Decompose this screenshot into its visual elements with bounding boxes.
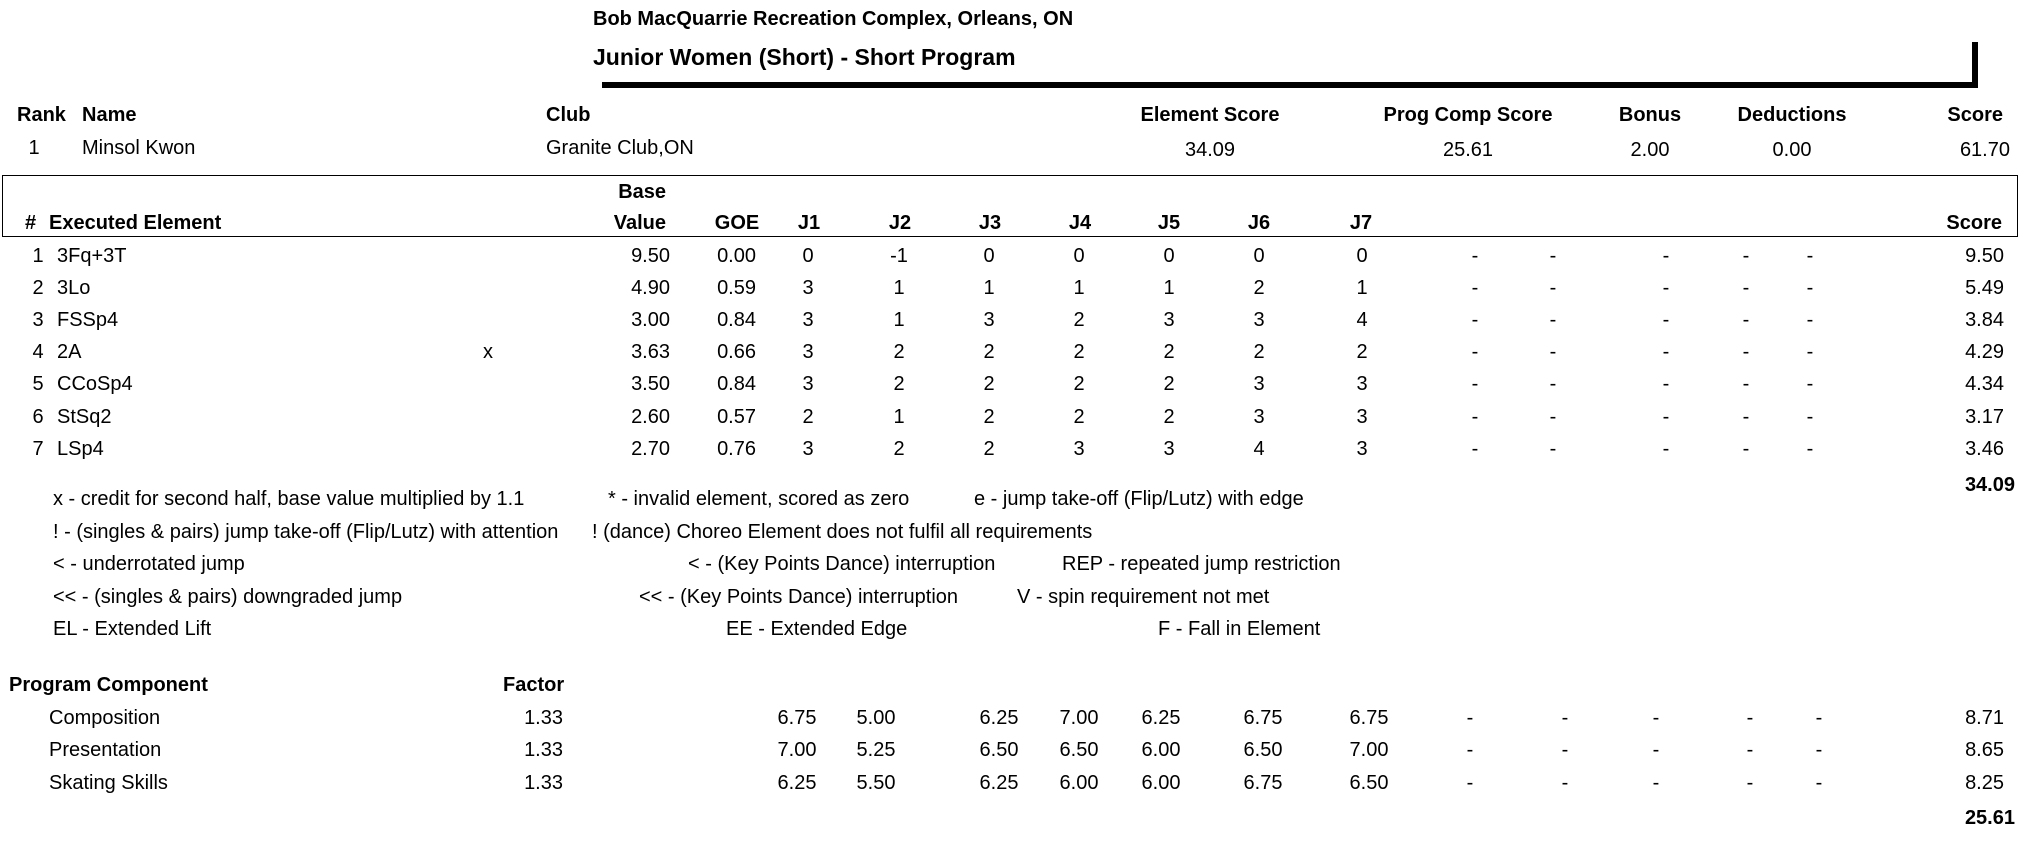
element-j4: 3 — [1073, 438, 1085, 460]
header-underline — [602, 82, 1978, 88]
element-dash: - — [1471, 341, 1479, 363]
skater-name: Minsol Kwon — [82, 137, 196, 159]
legend-el: EL - Extended Lift — [53, 618, 212, 640]
element-dash: - — [1742, 406, 1750, 428]
element-j4: 1 — [1073, 277, 1085, 299]
component-j4: 6.00 — [1059, 772, 1099, 794]
component-name: Skating Skills — [49, 772, 168, 794]
element-score: 4.34 — [1965, 373, 2004, 395]
components-total: 25.61 — [1964, 807, 2015, 829]
component-dash: - — [1466, 739, 1474, 761]
component-j2: 5.25 — [856, 739, 896, 761]
element-name: 3Fq+3T — [57, 245, 127, 267]
component-j7: 6.75 — [1349, 707, 1389, 729]
element-j3: 0 — [983, 245, 995, 267]
element-dash: - — [1471, 438, 1479, 460]
element-name: StSq2 — [57, 406, 112, 428]
element-j5: 3 — [1163, 438, 1175, 460]
component-j1: 7.00 — [777, 739, 817, 761]
element-goe: 0.66 — [717, 341, 756, 363]
category-title: Junior Women (Short) - Short Program — [593, 44, 1016, 70]
component-name: Presentation — [49, 739, 162, 761]
component-dash: - — [1815, 739, 1823, 761]
element-base: 2.70 — [631, 438, 670, 460]
name-header: Name — [82, 104, 137, 126]
element-dash: - — [1662, 245, 1670, 267]
base-header-top: Base — [618, 181, 666, 203]
element-j5: 1 — [1163, 277, 1175, 299]
legend-x: x - credit for second half, base value multiplied by 1.1 — [53, 488, 525, 510]
elements-total: 34.09 — [1964, 474, 2015, 496]
component-dash: - — [1815, 707, 1823, 729]
element-j2: 2 — [893, 341, 905, 363]
component-score: 8.65 — [1965, 739, 2004, 761]
component-j3: 6.25 — [979, 707, 1019, 729]
element-j5: 0 — [1163, 245, 1175, 267]
component-j4: 7.00 — [1059, 707, 1099, 729]
element-j5: 3 — [1163, 309, 1175, 331]
element-j2: 2 — [893, 373, 905, 395]
component-dash: - — [1652, 772, 1660, 794]
legend-downgraded: << - (singles & pairs) downgraded jump — [53, 586, 403, 608]
component-factor: 1.33 — [524, 739, 563, 761]
element-j7: 2 — [1356, 341, 1368, 363]
element-j3: 1 — [983, 277, 995, 299]
element-base: 3.63 — [631, 341, 670, 363]
element-dash: - — [1662, 277, 1670, 299]
legend-rep: REP - repeated jump restriction — [1062, 553, 1341, 575]
element-score: 3.46 — [1965, 438, 2004, 460]
element-base: 3.50 — [631, 373, 670, 395]
component-j4: 6.50 — [1059, 739, 1099, 761]
table-row — [0, 310, 2022, 336]
legend-invalid: * - invalid element, scored as zero — [608, 488, 910, 510]
element-score-header: Element Score — [1140, 104, 1280, 126]
element-j1: 3 — [802, 438, 814, 460]
skater-club: Granite Club,ON — [546, 137, 694, 159]
base-header-bottom: Value — [613, 212, 666, 234]
element-dash: - — [1806, 373, 1814, 395]
element-j6: 4 — [1253, 438, 1265, 460]
element-dash: - — [1806, 277, 1814, 299]
element-dash: - — [1806, 406, 1814, 428]
legend-edge: e - jump take-off (Flip/Lutz) with edge — [974, 488, 1304, 510]
element-dash: - — [1806, 341, 1814, 363]
table-row — [0, 374, 2022, 400]
element-base: 9.50 — [631, 245, 670, 267]
j5-header: J5 — [1157, 212, 1181, 234]
element-dash: - — [1549, 406, 1557, 428]
component-dash: - — [1561, 707, 1569, 729]
element-score: 3.84 — [1965, 309, 2004, 331]
skater-total-score: 61.70 — [1959, 139, 2010, 161]
element-j5: 2 — [1163, 341, 1175, 363]
element-dash: - — [1471, 277, 1479, 299]
element-dash: - — [1549, 277, 1557, 299]
element-base: 4.90 — [631, 277, 670, 299]
element-goe: 0.76 — [717, 438, 756, 460]
element-goe: 0.59 — [717, 277, 756, 299]
component-dash: - — [1746, 707, 1754, 729]
skater-prog-comp-score: 25.61 — [1442, 139, 1494, 161]
table-row — [0, 407, 2022, 433]
element-j7: 0 — [1356, 245, 1368, 267]
goe-header: GOE — [714, 212, 760, 234]
skater-element-score: 34.09 — [1184, 139, 1236, 161]
element-j4: 2 — [1073, 406, 1085, 428]
component-j1: 6.25 — [777, 772, 817, 794]
element-goe: 0.57 — [717, 406, 756, 428]
element-j2: 2 — [893, 438, 905, 460]
element-j6: 2 — [1253, 277, 1265, 299]
element-dash: - — [1471, 309, 1479, 331]
legend-kp-interruption: < - (Key Points Dance) interruption — [688, 553, 996, 575]
component-dash: - — [1746, 739, 1754, 761]
element-dash: - — [1662, 373, 1670, 395]
element-j5: 2 — [1163, 373, 1175, 395]
component-factor: 1.33 — [524, 772, 563, 794]
element-j6: 3 — [1253, 406, 1265, 428]
component-dash: - — [1561, 739, 1569, 761]
component-dash: - — [1561, 772, 1569, 794]
element-dash: - — [1742, 309, 1750, 331]
element-j7: 4 — [1356, 309, 1368, 331]
component-name: Composition — [49, 707, 161, 729]
legend-attention: ! - (singles & pairs) jump take-off (Flip/Lutz) with attention — [53, 521, 559, 543]
legend-underrotated: < - underrotated jump — [53, 553, 245, 575]
element-dash: - — [1806, 309, 1814, 331]
element-j1: 3 — [802, 373, 814, 395]
element-j4: 2 — [1073, 373, 1085, 395]
j1-header: J1 — [797, 212, 821, 234]
component-j3: 6.25 — [979, 772, 1019, 794]
element-j3: 2 — [983, 438, 995, 460]
component-j7: 6.50 — [1349, 772, 1389, 794]
element-dash: - — [1471, 245, 1479, 267]
component-j5: 6.00 — [1141, 739, 1181, 761]
element-dash: - — [1662, 406, 1670, 428]
element-score: 3.17 — [1965, 406, 2004, 428]
element-name: 2A — [57, 341, 82, 363]
element-base: 3.00 — [631, 309, 670, 331]
legend-fall: F - Fall in Element — [1158, 618, 1321, 640]
header-bracket — [1972, 42, 1978, 88]
element-j1: 3 — [802, 341, 814, 363]
element-j3: 2 — [983, 406, 995, 428]
element-name: CCoSp4 — [57, 373, 133, 395]
element-dash: - — [1549, 309, 1557, 331]
factor-header: Factor — [503, 674, 565, 696]
element-j3: 2 — [983, 341, 995, 363]
element-num-header: # — [25, 212, 37, 234]
element-j3: 2 — [983, 373, 995, 395]
element-goe: 0.00 — [717, 245, 756, 267]
component-dash: - — [1652, 707, 1660, 729]
element-dash: - — [1662, 309, 1670, 331]
element-num: 3 — [32, 309, 44, 331]
component-score: 8.71 — [1965, 707, 2004, 729]
element-base: 2.60 — [631, 406, 670, 428]
legend-ee: EE - Extended Edge — [726, 618, 908, 640]
element-num: 5 — [32, 373, 44, 395]
component-j2: 5.50 — [856, 772, 896, 794]
element-name: LSp4 — [57, 438, 104, 460]
component-j6: 6.75 — [1243, 772, 1283, 794]
element-j1: 2 — [802, 406, 814, 428]
component-j5: 6.25 — [1141, 707, 1181, 729]
component-j7: 7.00 — [1349, 739, 1389, 761]
table-row — [0, 246, 2022, 272]
element-name: 3Lo — [57, 277, 91, 299]
element-score: 4.29 — [1965, 341, 2004, 363]
j6-header: J6 — [1247, 212, 1271, 234]
element-num: 7 — [32, 438, 44, 460]
venue-title: Bob MacQuarrie Recreation Complex, Orleans, ON — [593, 8, 1074, 30]
table-row — [0, 439, 2022, 465]
component-score: 8.25 — [1965, 772, 2004, 794]
element-j6: 3 — [1253, 309, 1265, 331]
element-dash: - — [1662, 438, 1670, 460]
component-j2: 5.00 — [856, 707, 896, 729]
table-row — [0, 342, 2022, 368]
table-row — [0, 740, 2022, 766]
element-j7: 3 — [1356, 406, 1368, 428]
element-j4: 2 — [1073, 309, 1085, 331]
component-j6: 6.50 — [1243, 739, 1283, 761]
element-score-col-header: Score — [1946, 212, 2002, 234]
element-num: 4 — [32, 341, 44, 363]
component-j5: 6.00 — [1141, 772, 1181, 794]
legend-choreo: ! (dance) Choreo Element does not fulfil all requirements — [592, 521, 1093, 543]
prog-comp-score-header: Prog Comp Score — [1383, 104, 1553, 126]
element-j2: 1 — [893, 406, 905, 428]
legend-spin-req: V - spin requirement not met — [1017, 586, 1270, 608]
element-dash: - — [1471, 373, 1479, 395]
element-j1: 3 — [802, 277, 814, 299]
element-j2: 1 — [893, 309, 905, 331]
club-header: Club — [546, 104, 591, 126]
program-component-header: Program Component — [9, 674, 208, 696]
element-goe: 0.84 — [717, 309, 756, 331]
element-j5: 2 — [1163, 406, 1175, 428]
element-j6: 0 — [1253, 245, 1265, 267]
element-name: FSSp4 — [57, 309, 119, 331]
element-mark: x — [483, 341, 493, 363]
element-dash: - — [1471, 406, 1479, 428]
element-j4: 0 — [1073, 245, 1085, 267]
element-dash: - — [1806, 438, 1814, 460]
component-dash: - — [1815, 772, 1823, 794]
element-j7: 1 — [1356, 277, 1368, 299]
element-num: 1 — [32, 245, 44, 267]
component-dash: - — [1466, 772, 1474, 794]
element-dash: - — [1549, 245, 1557, 267]
element-num: 2 — [32, 277, 44, 299]
element-j1: 0 — [802, 245, 814, 267]
element-j3: 3 — [983, 309, 995, 331]
skater-rank: 1 — [28, 137, 40, 159]
table-row — [0, 278, 2022, 304]
element-dash: - — [1742, 277, 1750, 299]
element-j6: 2 — [1253, 341, 1265, 363]
element-dash: - — [1549, 438, 1557, 460]
element-j1: 3 — [802, 309, 814, 331]
skater-deductions: 0.00 — [1772, 139, 1812, 161]
component-dash: - — [1746, 772, 1754, 794]
component-dash: - — [1652, 739, 1660, 761]
component-j6: 6.75 — [1243, 707, 1283, 729]
table-row — [0, 708, 2022, 734]
element-score: 5.49 — [1965, 277, 2004, 299]
element-j7: 3 — [1356, 373, 1368, 395]
element-num: 6 — [32, 406, 44, 428]
element-dash: - — [1806, 245, 1814, 267]
legend-kp-interruption-2: << - (Key Points Dance) interruption — [639, 586, 959, 608]
element-dash: - — [1549, 373, 1557, 395]
j2-header: J2 — [888, 212, 912, 234]
element-score: 9.50 — [1965, 245, 2004, 267]
element-dash: - — [1742, 373, 1750, 395]
component-j3: 6.50 — [979, 739, 1019, 761]
component-dash: - — [1466, 707, 1474, 729]
element-dash: - — [1549, 341, 1557, 363]
j7-header: J7 — [1349, 212, 1373, 234]
j4-header: J4 — [1068, 212, 1092, 234]
element-dash: - — [1662, 341, 1670, 363]
j3-header: J3 — [978, 212, 1002, 234]
rank-header: Rank — [17, 104, 66, 126]
element-j4: 2 — [1073, 341, 1085, 363]
element-dash: - — [1742, 341, 1750, 363]
bonus-header: Bonus — [1618, 104, 1682, 126]
element-j2: -1 — [890, 245, 908, 267]
score-header: Score — [1947, 104, 2003, 126]
element-dash: - — [1742, 438, 1750, 460]
element-dash: - — [1742, 245, 1750, 267]
component-j1: 6.75 — [777, 707, 817, 729]
deductions-header: Deductions — [1737, 104, 1847, 126]
element-j6: 3 — [1253, 373, 1265, 395]
element-goe: 0.84 — [717, 373, 756, 395]
element-j2: 1 — [893, 277, 905, 299]
executed-element-header: Executed Element — [49, 212, 222, 234]
component-factor: 1.33 — [524, 707, 563, 729]
element-j7: 3 — [1356, 438, 1368, 460]
skater-bonus: 2.00 — [1630, 139, 1670, 161]
table-row — [0, 773, 2022, 799]
